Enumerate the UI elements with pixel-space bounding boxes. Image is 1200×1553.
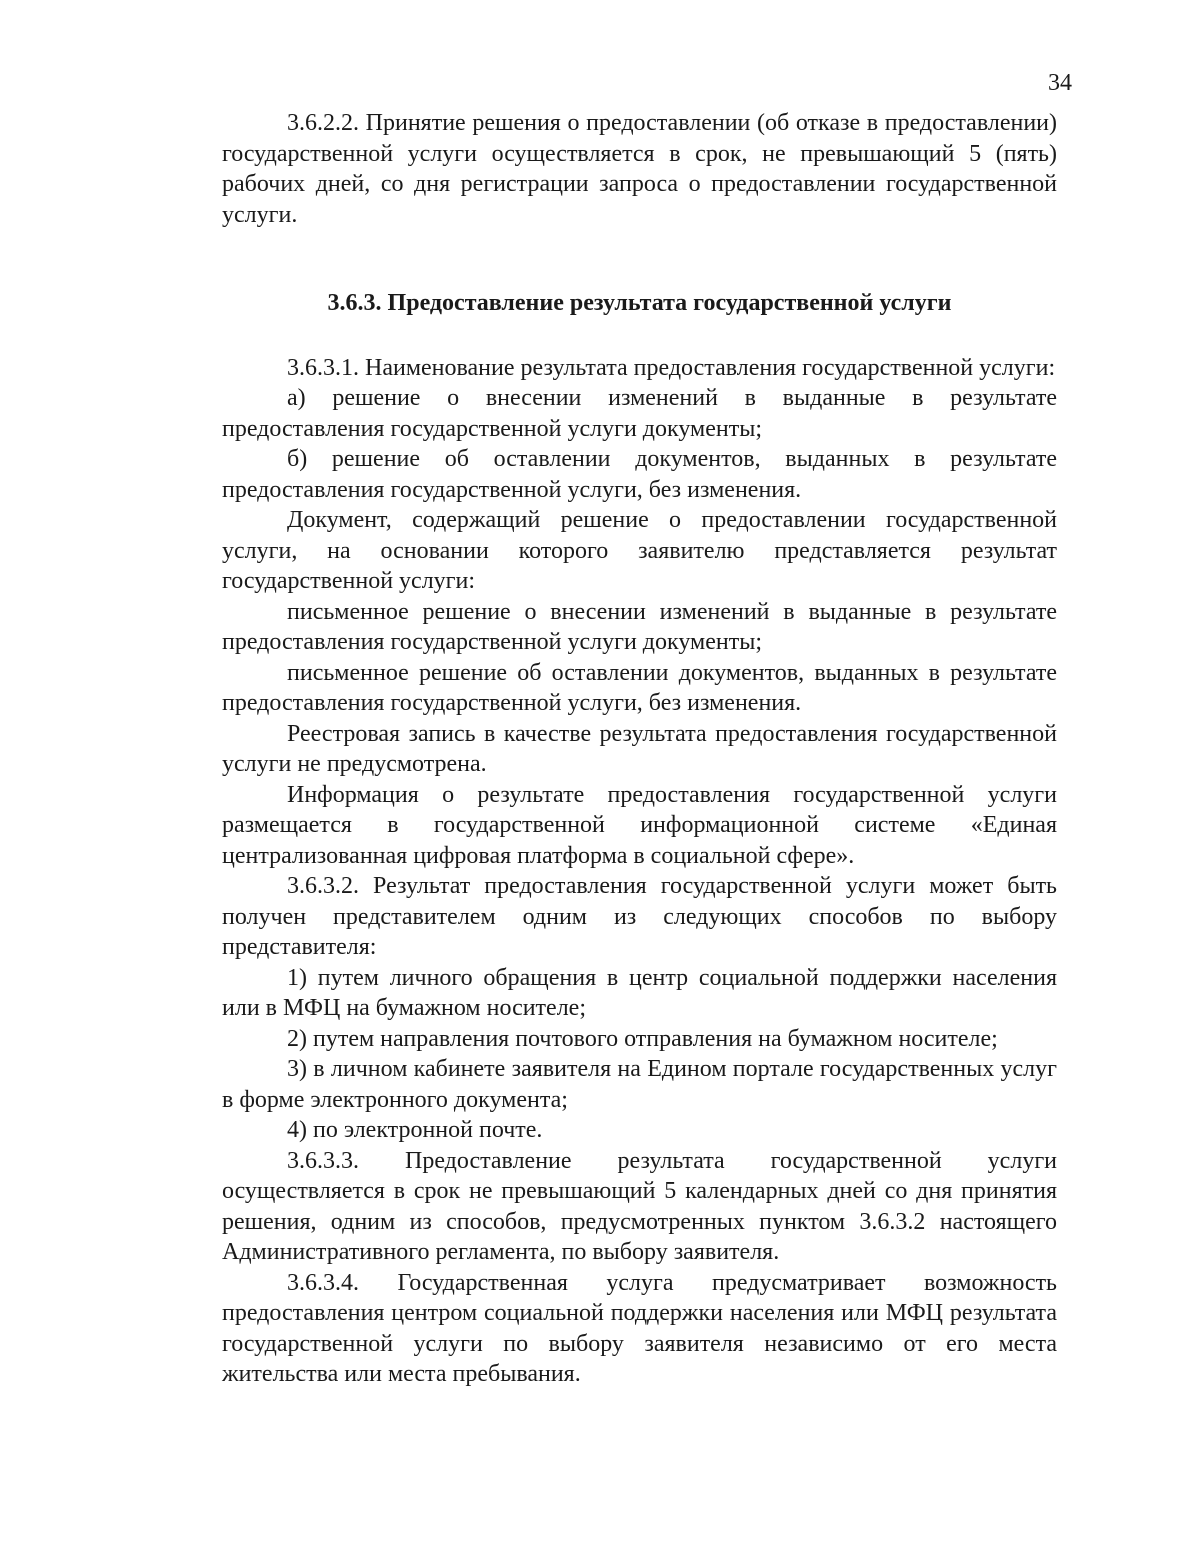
paragraph-3-6-3-4: 3.6.3.4. Государственная услуга предусматривает возможность предоставления центром социальной поддержки населения или МФЦ результата государственной услуги по выбору заявителя независимо от его места жительства или места пребывания.	[222, 1269, 1057, 1387]
written-decision-1: письменное решение о внесении изменений в выданные в результате предоставления государственной услуги документы;	[222, 598, 1057, 655]
paragraph-3-6-2-2: 3.6.2.2. Принятие решения о предоставлении (об отказе в предоставлении) государственной услуги осуществляется в срок, не превышающий 5 (пять) рабочих дней, со дня регистрации запроса о предоставлении государственной услуги.	[222, 110, 1057, 228]
information-placement-paragraph: Информация о результате предоставления государственной услуги размещается в государственной информационной системе «Единая централизованная цифровая платформа в социальной сфере».	[222, 781, 1057, 869]
paragraph-3-6-3-1: 3.6.3.1. Наименование результата предоставления государственной услуги:	[287, 354, 1056, 381]
result-item-b: б) решение об оставлении документов, выданных в результате предоставления государственной услуги, без изменения.	[222, 446, 1057, 503]
document-body	[222, 108, 1057, 1390]
delivery-method-3: 3) в личном кабинете заявителя на Едином портале государственных услуг в форме электронного документа;	[222, 1056, 1057, 1113]
delivery-method-2: 2) путем направления почтового отправления на бумажном носителе;	[287, 1025, 998, 1052]
result-item-a: а) решение о внесении изменений в выданные в результате предоставления государственной услуги документы;	[222, 385, 1057, 442]
registry-entry-paragraph: Реестровая запись в качестве результата предоставления государственной услуги не предусмотрена.	[222, 720, 1057, 777]
delivery-method-4: 4) по электронной почте.	[287, 1117, 543, 1143]
paragraph-3-6-3-3: 3.6.3.3. Предоставление результата государственной услуги осуществляется в срок не превышающий 5 календарных дней со дня принятия решения, одним из способов, предусмотренных пунктом 3.6.3.2 настоящего Административного регламента, по выбору заявителя.	[222, 1147, 1057, 1265]
written-decision-2: письменное решение об оставлении документов, выданных в результате предоставления государственной услуги, без изменения.	[222, 659, 1057, 716]
page-number: 34	[1048, 70, 1072, 96]
top-block	[222, 108, 1057, 288]
document-intro-paragraph: Документ, содержащий решение о предоставлении государственной услуги, на основании которого заявителю представляется результат государственной услуги:	[222, 507, 1057, 594]
paragraph-3-6-3-2: 3.6.3.2. Результат предоставления государственной услуги может быть получен представителем одним из следующих способов по выбору представителя:	[222, 873, 1057, 960]
delivery-method-1: 1) путем личного обращения в центр социальной поддержки населения или в МФЦ на бумажном носителе;	[222, 964, 1057, 1021]
section-heading: 3.6.3. Предоставление результата государственной услуги	[327, 290, 952, 316]
